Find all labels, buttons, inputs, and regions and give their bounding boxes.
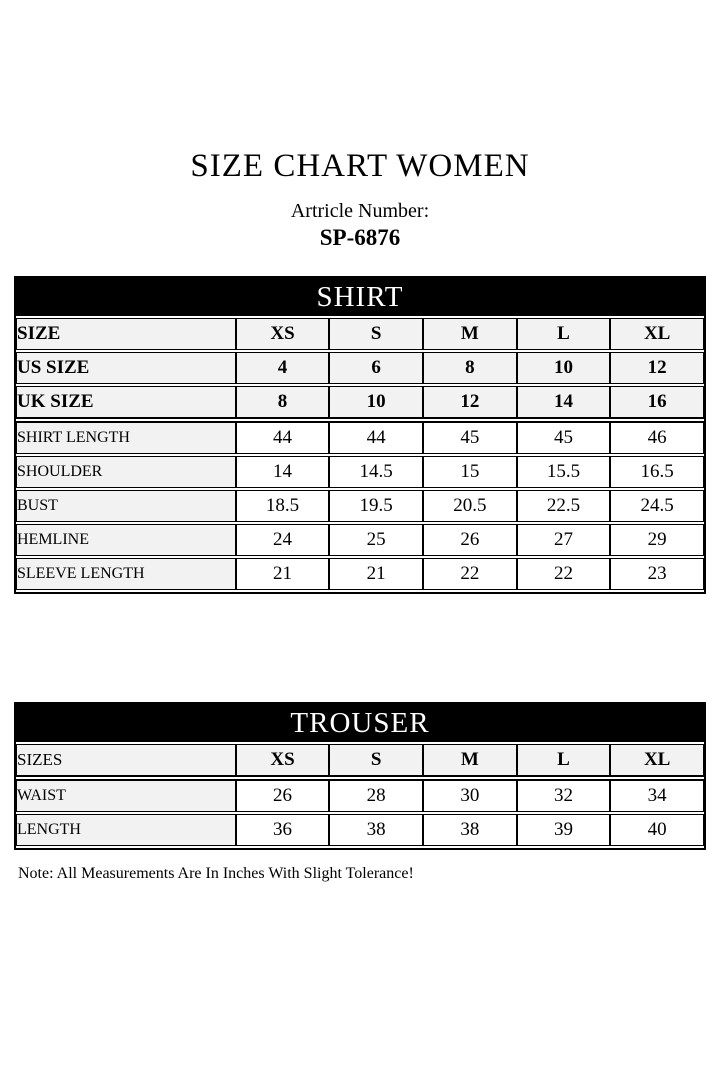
value-cell: 8 (236, 386, 330, 419)
value-cell: 38 (423, 814, 517, 846)
measurements-note: Note: All Measurements Are In Inches With Slight Tolerance! (18, 865, 414, 883)
value-cell: 14 (517, 386, 611, 419)
row-label: LENGTH (16, 814, 236, 846)
value-cell: 34 (610, 779, 704, 812)
trouser-table-grid (16, 742, 704, 848)
value-cell: 38 (329, 814, 423, 846)
table-row-length (16, 814, 704, 846)
value-cell: 22 (517, 558, 611, 590)
table-row-sizes (16, 744, 704, 777)
value-cell: 4 (236, 352, 330, 384)
row-label: US SIZE (16, 352, 236, 384)
row-label: SHIRT LENGTH (16, 421, 236, 454)
value-cell: 32 (517, 779, 611, 812)
value-cell: 44 (329, 421, 423, 454)
value-cell: 29 (610, 524, 704, 556)
size-cell: XS (236, 318, 330, 350)
value-cell: 22.5 (517, 490, 611, 522)
value-cell: 10 (329, 386, 423, 419)
table-row-shirt-length (16, 421, 704, 454)
size-cell: M (423, 744, 517, 777)
article-number-label: Artricle Number: (290, 199, 430, 222)
table-row-waist (16, 779, 704, 812)
size-cell: XL (610, 318, 704, 350)
value-cell: 16 (610, 386, 704, 419)
value-cell: 28 (329, 779, 423, 812)
shirt-table-title-band: SHIRT (16, 278, 704, 316)
value-cell: 19.5 (329, 490, 423, 522)
table-row-shoulder (16, 456, 704, 488)
row-label: SIZE (16, 318, 236, 350)
value-cell: 45 (423, 421, 517, 454)
value-cell: 14 (236, 456, 330, 488)
value-cell: 16.5 (610, 456, 704, 488)
row-label: WAIST (16, 779, 236, 812)
size-cell: L (517, 318, 611, 350)
value-cell: 30 (423, 779, 517, 812)
value-cell: 26 (236, 779, 330, 812)
trouser-table-title-band: TROUSER (16, 704, 704, 742)
value-cell: 46 (610, 421, 704, 454)
value-cell: 6 (329, 352, 423, 384)
table-row-uk-size (16, 386, 704, 419)
value-cell: 26 (423, 524, 517, 556)
shirt-size-table (14, 276, 706, 594)
size-cell: M (423, 318, 517, 350)
table-row-hemline (16, 524, 704, 556)
value-cell: 40 (610, 814, 704, 846)
trouser-size-table (14, 702, 706, 850)
value-cell: 10 (517, 352, 611, 384)
shirt-table-grid (16, 316, 704, 592)
size-cell: XL (610, 744, 704, 777)
size-cell: L (517, 744, 611, 777)
value-cell: 20.5 (423, 490, 517, 522)
row-label: SHOULDER (16, 456, 236, 488)
value-cell: 39 (517, 814, 611, 846)
table-row-us-size (16, 352, 704, 384)
page-title: SIZE CHART WOMEN (190, 148, 530, 184)
value-cell: 12 (610, 352, 704, 384)
value-cell: 21 (236, 558, 330, 590)
row-label: SLEEVE LENGTH (16, 558, 236, 590)
row-label: HEMLINE (16, 524, 236, 556)
value-cell: 25 (329, 524, 423, 556)
table-row-bust (16, 490, 704, 522)
size-cell: S (329, 744, 423, 777)
row-label: UK SIZE (16, 386, 236, 419)
size-cell: S (329, 318, 423, 350)
value-cell: 14.5 (329, 456, 423, 488)
row-label: SIZES (16, 744, 236, 777)
article-number-value: SP-6876 (319, 224, 401, 250)
value-cell: 12 (423, 386, 517, 419)
value-cell: 23 (610, 558, 704, 590)
value-cell: 24.5 (610, 490, 704, 522)
value-cell: 36 (236, 814, 330, 846)
value-cell: 8 (423, 352, 517, 384)
table-row-sleeve-length (16, 558, 704, 590)
value-cell: 45 (517, 421, 611, 454)
row-label: BUST (16, 490, 236, 522)
value-cell: 21 (329, 558, 423, 590)
value-cell: 24 (236, 524, 330, 556)
value-cell: 22 (423, 558, 517, 590)
size-cell: XS (236, 744, 330, 777)
value-cell: 27 (517, 524, 611, 556)
document-header (0, 0, 720, 251)
value-cell: 44 (236, 421, 330, 454)
value-cell: 18.5 (236, 490, 330, 522)
value-cell: 15 (423, 456, 517, 488)
value-cell: 15.5 (517, 456, 611, 488)
table-row-size (16, 318, 704, 350)
